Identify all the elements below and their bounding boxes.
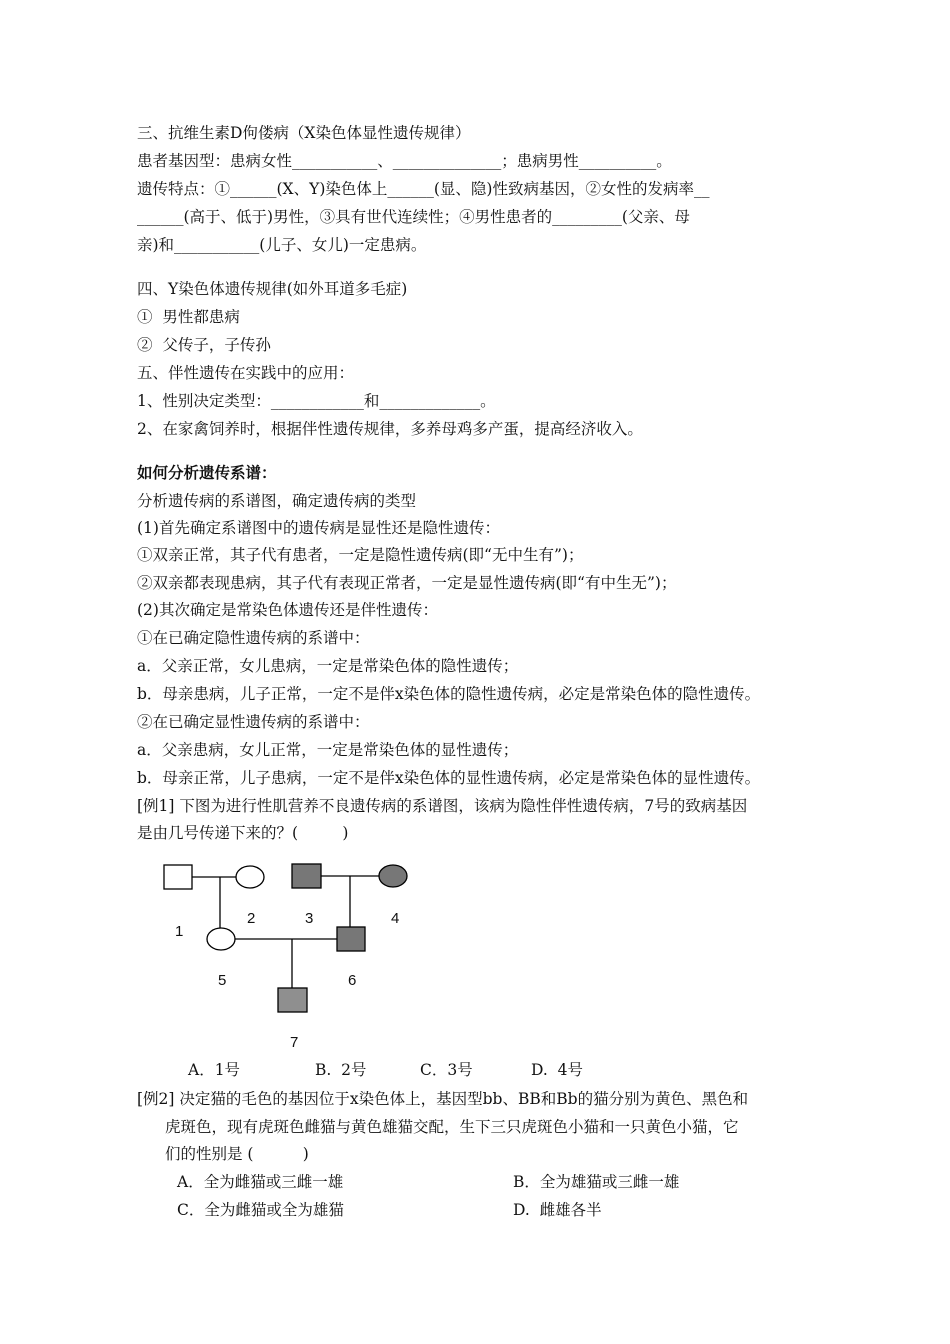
example1-option-c: C．3号 — [420, 1061, 473, 1079]
analysis-line: ①在已确定隐性遗传病的系谱中： — [137, 629, 370, 647]
analysis-line: (1)首先确定系谱图中的遗传病是显性还是隐性遗传： — [137, 519, 500, 537]
section3-feature-1: 遗传特点：①______(X、Y)染色体上______(显、隐)性致病基因，②女性的发病率__ — [137, 180, 710, 198]
example2-question-3: 们的性别是 ( ) — [165, 1145, 309, 1163]
section3-feature-2: ______(高于、低于)男性，③具有世代连续性；④男性患者的_________(父亲、母 — [137, 208, 690, 226]
pedigree-label-7: 7 — [290, 1034, 299, 1051]
pedigree-label-4: 4 — [391, 910, 400, 927]
section5-title: 五、伴性遗传在实践中的应用： — [137, 364, 355, 382]
pedigree-label-6: 6 — [348, 972, 357, 989]
section4-item-2: ② 父传子，子传孙 — [137, 336, 271, 354]
analysis-heading: 如何分析遗传系谱： — [137, 464, 277, 482]
pedigree-label-2: 2 — [247, 910, 256, 927]
example2-question-1: [例2] 决定猫的毛色的基因位于x染色体上，基因型bb、BB和Bb的猫分别为黄色、黑色和 — [137, 1090, 749, 1108]
individual-3-male-affected — [292, 864, 321, 888]
example2-question-2: 虎斑色，现有虎斑色雌猫与黄色雄猫交配，生下三只虎斑色小猫和一只黄色小猫，它 — [165, 1118, 739, 1136]
pedigree-label-1: 1 — [175, 923, 184, 940]
example1-option-d: D. 4号 — [531, 1061, 584, 1079]
analysis-line: ②在已确定显性遗传病的系谱中： — [137, 713, 370, 731]
example1-option-a: A．1号 — [188, 1061, 241, 1079]
example2-option-c: C．全为雌猫或全为雄猫 — [177, 1201, 344, 1219]
example2-option-d: D. 雌雄各半 — [513, 1201, 602, 1219]
pedigree-label-5: 5 — [218, 972, 227, 989]
analysis-line: (2)其次确定是常染色体遗传还是伴性遗传： — [137, 601, 438, 619]
individual-4-female-affected — [379, 865, 407, 887]
section4-title: 四、Y染色体遗传规律(如外耳道多毛症) — [137, 280, 408, 298]
example1-option-b: B. 2号 — [315, 1061, 367, 1079]
example2-option-b: B．全为雄猫或三雌一雄 — [513, 1173, 680, 1191]
individual-2-female-normal — [236, 866, 264, 888]
example1-question-2: 是由几号传递下来的？( ) — [137, 824, 349, 842]
individual-6-male-affected — [337, 927, 365, 951]
analysis-line: ②双亲都表现患病，其子代有表现正常者，一定是显性遗传病(即“有中生无”)； — [137, 574, 677, 592]
section5-item-1: 1、性别决定类型：____________和_____________。 — [137, 392, 496, 410]
section4-item-1: ① 男性都患病 — [137, 308, 240, 326]
pedigree-label-3: 3 — [305, 910, 314, 927]
analysis-line: b．母亲患病，儿子正常，一定不是伴x染色体的隐性遗传病，必定是常染色体的隐性遗传。 — [137, 685, 761, 703]
analysis-line: ①双亲正常，其子代有患者，一定是隐性遗传病(即“无中生有”)； — [137, 546, 584, 564]
example2-option-a: A．全为雌猫或三雌一雄 — [177, 1173, 344, 1191]
analysis-line: a．父亲正常，女儿患病，一定是常染色体的隐性遗传； — [137, 657, 519, 675]
section3-title: 三、抗维生素D佝偻病（X染色体显性遗传规律） — [137, 124, 471, 142]
section5-item-2: 2、在家禽饲养时，根据伴性遗传规律，多养母鸡多产蛋，提高经济收入。 — [137, 420, 643, 438]
analysis-line: a．父亲患病，女儿正常，一定是常染色体的显性遗传； — [137, 741, 519, 759]
individual-7-male-affected — [278, 988, 307, 1012]
section3-genotype: 患者基因型：患病女性___________、______________；患病男性__________。 — [137, 152, 672, 170]
individual-5-female-normal — [207, 928, 235, 950]
individual-1-male-normal — [164, 865, 192, 889]
analysis-line: 分析遗传病的系谱图，确定遗传病的类型 — [137, 492, 417, 510]
example1-question-1: [例1] 下图为进行性肌营养不良遗传病的系谱图，该病为隐性伴性遗传病，7号的致病基因 — [137, 797, 748, 815]
section3-feature-3: 亲)和___________(儿子、女儿)一定患病。 — [137, 236, 427, 254]
analysis-line: b．母亲正常，儿子患病，一定不是伴x染色体的显性遗传病，必定是常染色体的显性遗传。 — [137, 769, 761, 787]
